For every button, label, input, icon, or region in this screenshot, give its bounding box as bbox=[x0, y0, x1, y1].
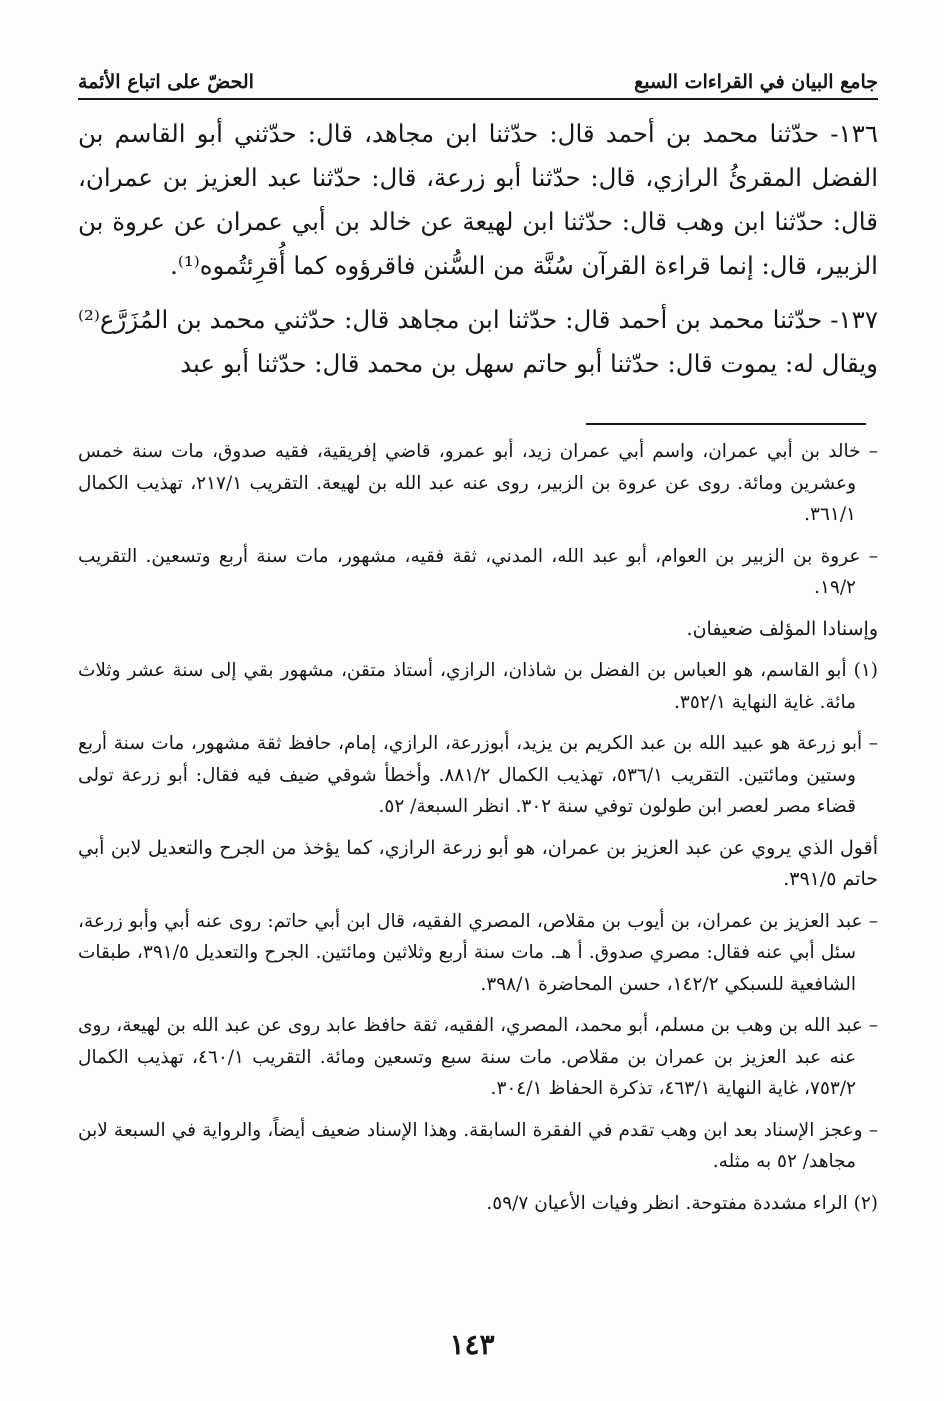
footnote-1: (١) أبو القاسم، هو العباس بن الفضل بن شاذان، الرازي، أستاذ متقن، مشهور بقي إلى سنة عشر وثلاث مائة. غاية النهاية ٣٥٢/١. bbox=[78, 660, 878, 713]
page-number: ١٤٣ bbox=[449, 1328, 495, 1361]
chapter-title: الحضّ على اتباع الأئمة bbox=[78, 71, 254, 93]
running-header bbox=[78, 60, 878, 100]
footnote-2: (٢) الراء مشددة مفتوحة. انظر وفيات الأعيان ٥٩/٧. bbox=[486, 1192, 878, 1214]
footnote-divider bbox=[586, 423, 866, 425]
footnotes bbox=[78, 436, 878, 1229]
hadith-136: ١٣٦- حدّثنا محمد بن أحمد قال: حدّثنا ابن مجاهد، قال: حدّثني أبو القاسم بن الفضل المقرئُ الرازي، قال: حدّثنا أبو زرعة، قال: حدّثنا عبد العزيز بن عمران، قال: حدّثنا ابن وهب قال: حدّثنا ابن لهيعة عن خالد بن أبي عمران عن عروة بن الزبير، قال: إنما قراءة القرآن سُنَّة من السُّنن فاقرؤوه كما أُقرِئتُموه⁽¹⁾. bbox=[78, 119, 878, 280]
footnote-ibn-wahb: – عبد الله بن وهب بن مسلم، أبو محمد، المصري، الفقيه، ثقة حافظ عابد روى عن عبد الله بن لهيعة، روى عنه عبد العزيز بن عمران بن مقلاص. مات سنة سبع وتسعين ومائة. التقريب ٤٦٠/١، تهذيب الكمال ٧٥٣/٢، غاية النهاية ٤٦٣/١، تذكرة الحفاظ ٣٠٤/١. bbox=[78, 1015, 878, 1099]
footnote-isnad-note: وإسنادا المؤلف ضعيفان. bbox=[686, 617, 878, 640]
main-text bbox=[78, 112, 878, 396]
footnote-comment: أقول الذي يروي عن عبد العزيز بن عمران، هو أبو زرعة الرازي، كما يؤخذ من الجرح والتعديل لابن أبي حاتم ٣٩١/٥. bbox=[78, 836, 878, 890]
hadith-137: ١٣٧- حدّثنا محمد بن أحمد قال: حدّثنا ابن مجاهد قال: حدّثني محمد بن المُزَرَّع⁽²⁾ ويقال له: يموت قال: حدّثنا أبو حاتم سهل بن محمد قال: حدّثنا أبو عبد bbox=[78, 305, 878, 378]
footnote-abdulaziz: – عبد العزيز بن عمران، بن أيوب بن مقلاص، المصري الفقيه، قال ابن أبي حاتم: روى عنه أبي وأبو زرعة، سئل أبي عنه فقال: مصري صدوق. أ هـ. مات سنة أربع وثلاثين ومائتين. الجرح والتعديل ٣٩١/٥، طبقات الشافعية للسبكي ١٤٢/٢، حسن المحاضرة ٣٩٨/١. bbox=[78, 910, 878, 995]
footnote-urwa: – عروة بن الزبير بن العوام، أبو عبد الله، المدني، ثقة فقيه، مشهور، مات سنة أربع وتسعين. التقريب ١٩/٢. bbox=[78, 545, 878, 598]
footnote-khalid: – خالد بن أبي عمران، واسم أبي عمران زيد، أبو عمرو، قاضي إفريقية، فقيه صدوق، مات سنة خمس وعشرين ومائة. روى عن عروة بن الزبير، روى عنه عبد الله بن لهيعة. التقريب ٢١٧/١، تهذيب الكمال ٣٦١/١. bbox=[78, 441, 878, 525]
book-title: جامع البيان في القراءات السبع bbox=[634, 71, 878, 93]
footnote-isnad-weak: – وعجز الإسناد بعد ابن وهب تقدم في الفقرة السابقة. وهذا الإسناد ضعيف أيضاً، والرواية في السبعة لابن مجاهد/ ٥٢ به مثله. bbox=[78, 1119, 878, 1172]
footnote-abu-zura: – أبو زرعة هو عبيد الله بن عبد الكريم بن يزيد، أبوزرعة، الرازي، إمام، حافظ ثقة مشهور، مات سنة أربع وستين ومائتين. التقريب ٥٣٦/١، تهذيب الكمال ٨٨١/٢. وأخطأ شوقي ضيف فيه فقال: أبو زرعة تولى قضاء مصر لعصر ابن طولون توفي سنة ٣٠٢. انظر السبعة/ ٥٢. bbox=[78, 733, 878, 817]
